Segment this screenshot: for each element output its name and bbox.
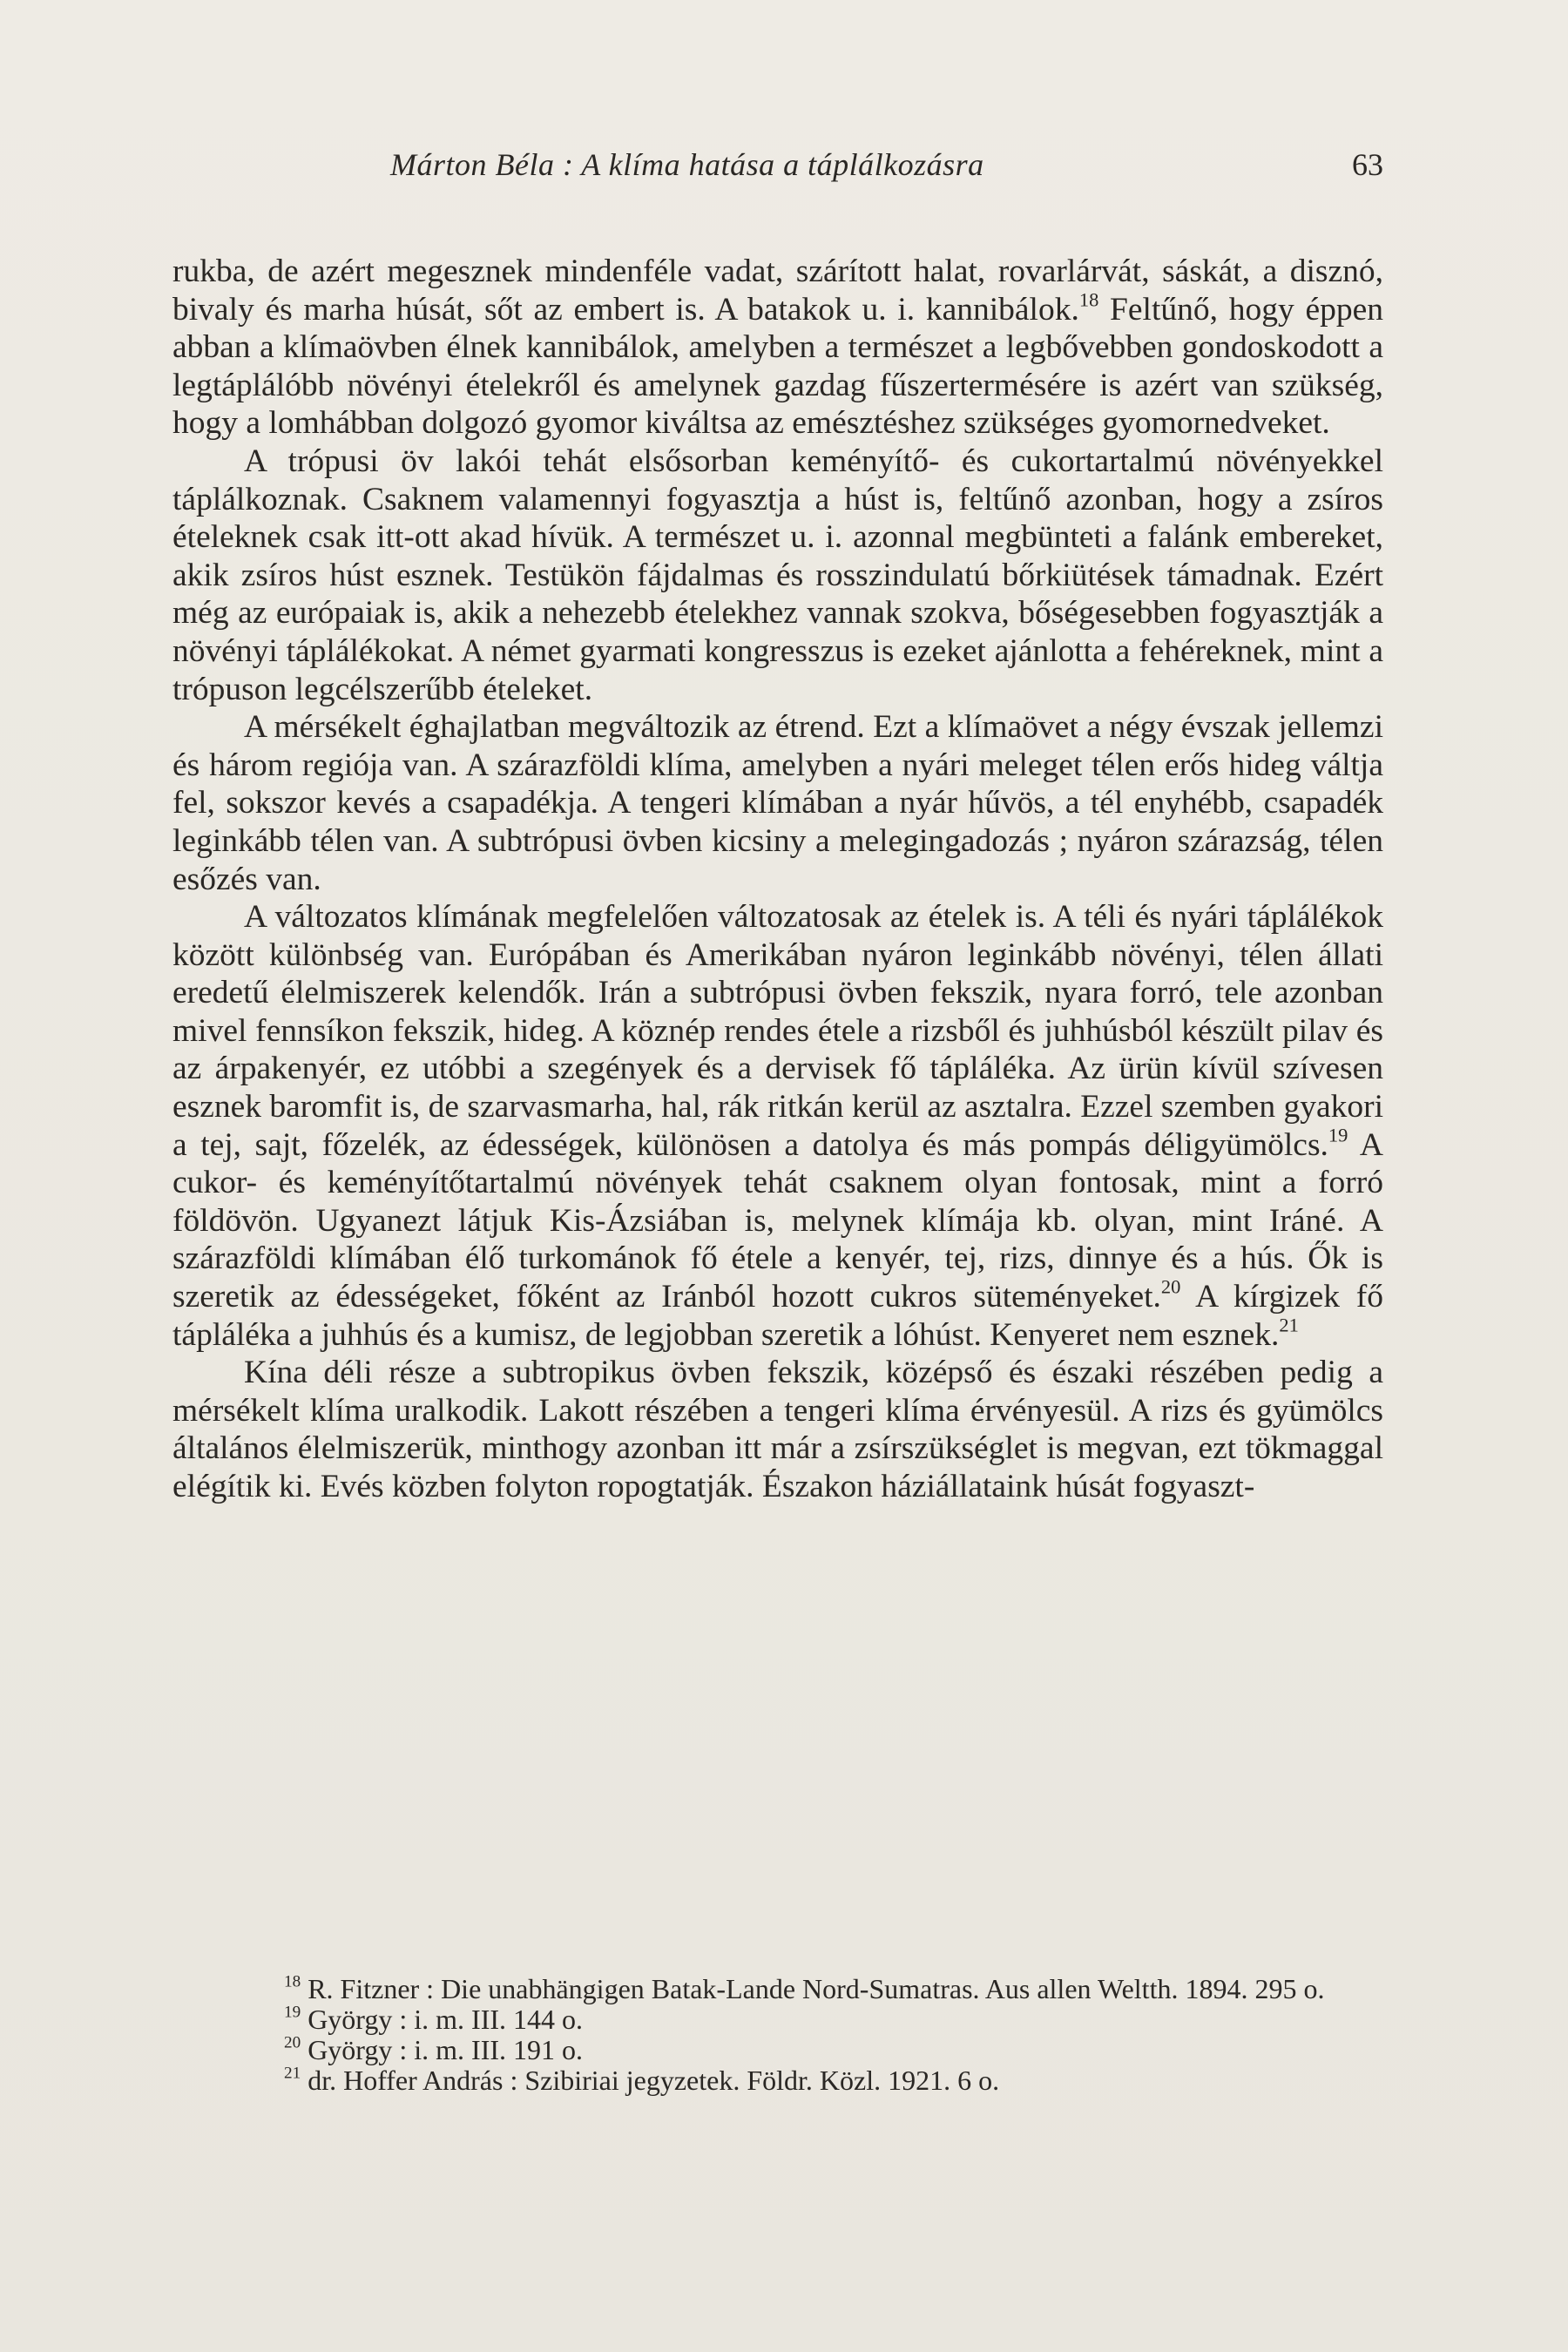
footnote-reference: 21 [1279, 1313, 1299, 1335]
footnote-reference: 18 [1078, 287, 1099, 310]
paragraph-text: A kírgizek fő tápláléka a juhhús és a kumisz, de legjobban szeretik a lóhúst. Kenyeret nem esznek. [172, 1279, 1383, 1353]
footnote [172, 2004, 1383, 2035]
paragraph [172, 898, 1383, 1354]
footnotes [172, 1974, 1383, 2096]
body-text [172, 253, 1383, 1506]
footnote-text: György : i. m. III. 144 o. [301, 2004, 584, 2035]
footnote-text: György : i. m. III. 191 o. [301, 2034, 584, 2065]
footnote-mark: 18 [284, 1972, 301, 1991]
footnote-text: dr. Hoffer András : Szibiriai jegyzetek. Földr. Közl. 1921. 6 o. [301, 2065, 1000, 2096]
footnote-mark: 20 [284, 2033, 301, 2052]
paragraph-text: Feltűnő, hogy éppen abban a klímaövben élnek kannibálok, amelyben a természet a legbővebben gondoskodott a legtáplálóbb növényi ételekről és amelynek gazdag fűszertermésére is azért van szükség, hogy a lomhábban dolgozó gyomor kiváltsa az emésztéshez szükséges gyomornedveket. [172, 291, 1383, 442]
running-head [172, 146, 1383, 190]
running-title: Márton Béla : A klíma hatása a táplálkozásra [390, 147, 984, 182]
paragraph-text: A változatos klímának megfelelően változatosak az ételek is. A téli és nyári táplálékok között különbség van. Európában és Amerikában nyáron leginkább növényi, télen állati eredetű élelmiszerek kelendők. Irán a subtrópusi övben fekszik, nyara forró, tele azonban mivel fennsíkon fekszik, hideg. A köznép rendes étele a rizsből és juhhúsból készült pilav és az árpakenyér, ez utóbbi a szegények és a dervisek fő tápláléka. Az ürün kívül szívesen esznek baromfit is, de szarvasmarha, hal, rák ritkán kerül az asztalra. Ezzel szemben gyakori a tej, sajt, főzelék, az édességek, különösen a datolya és más pompás déligyümölcs. [172, 899, 1383, 1163]
paragraph-text: A cukor- és keményítőtartalmú növények tehát csaknem olyan fontosak, mint a forró földövön. Ugyanezt látjuk Kis-Ázsiában is, melynek klímája kb. olyan, mint Iráné. A szárazföldi klímában élő turkománok fő étele a kenyér, tej, rizs, dinnye és a hús. Ők is szeretik az édességeket, főként az Iránból hozott cukros süteményeket. [172, 1126, 1383, 1315]
paragraph [172, 708, 1383, 898]
footnote [172, 2065, 1383, 2096]
paragraph-text: rukba, de azért megesznek mindenféle vadat, szárított halat, rovarlárvát, sáskát, a disznó, bivaly és marha húsát, sőt az embert is. A batakok u. i. kannibálok. [172, 253, 1383, 328]
paragraph-text: A trópusi öv lakói tehát elsősorban keményítő- és cukortartalmú növényekkel táplálkoznak. Csaknem valamennyi fogyasztja a húst is, feltűnő azonban, hogy a zsíros ételeknek csak itt-ott akad hívük. A természet u. i. azonnal megbünteti a falánk embereket, akik zsíros húst esznek. Testükön fájdalmas és rosszindulatú bőrkiütések támadnak. Ezért még az európaiak is, akik a nehezebb ételekhez vannak szokva, bőségesebben fogyasztják a növényi táplálékokat. A német gyarmati kongresszus is ezeket ajánlotta a fehéreknek, mint a trópuson legcélszerűbb ételeket. [172, 443, 1383, 707]
paragraph-text: A mérsékelt éghajlatban megváltozik az étrend. Ezt a klímaövet a négy évszak jellemzi és három regiója van. A szárazföldi klíma, amelyben a nyári meleget télen erős hideg váltja fel, sokszor kevés a csapadékja. A tengeri klímában a nyár hűvös, a tél enyhébb, csapadék leginkább télen van. A subtrópusi övben kicsiny a melegingadozás ; nyáron szárazság, télen esőzés van. [172, 709, 1383, 897]
paragraph [172, 443, 1383, 708]
footnote-reference: 19 [1328, 1123, 1348, 1146]
footnote-mark: 19 [284, 2003, 301, 2022]
paragraph-text: Kína déli része a subtropikus övben fekszik, középső és északi részében pedig a mérsékelt klíma uralkodik. Lakott részében a tengeri klíma érvényesül. A rizs és gyümölcs általános élelmiszerük, minthogy azonban itt már a zsírszükséglet is megvan, ezt tökmaggal elégítik ki. Evés közben folyton ropogtatják. Északon háziállataink húsát fogyaszt- [172, 1355, 1383, 1504]
footnote-text: R. Fitzner : Die unabhängigen Batak-Lande Nord-Sumatras. Aus allen Weltth. 1894. 295 o. [301, 1973, 1325, 2004]
paragraph [172, 1354, 1383, 1505]
paragraph [172, 253, 1383, 443]
footnote [172, 2035, 1383, 2065]
footnote-reference: 20 [1160, 1275, 1181, 1298]
footnote-mark: 21 [284, 2064, 301, 2083]
page-number: 63 [1352, 147, 1383, 182]
footnote [172, 1974, 1383, 2004]
